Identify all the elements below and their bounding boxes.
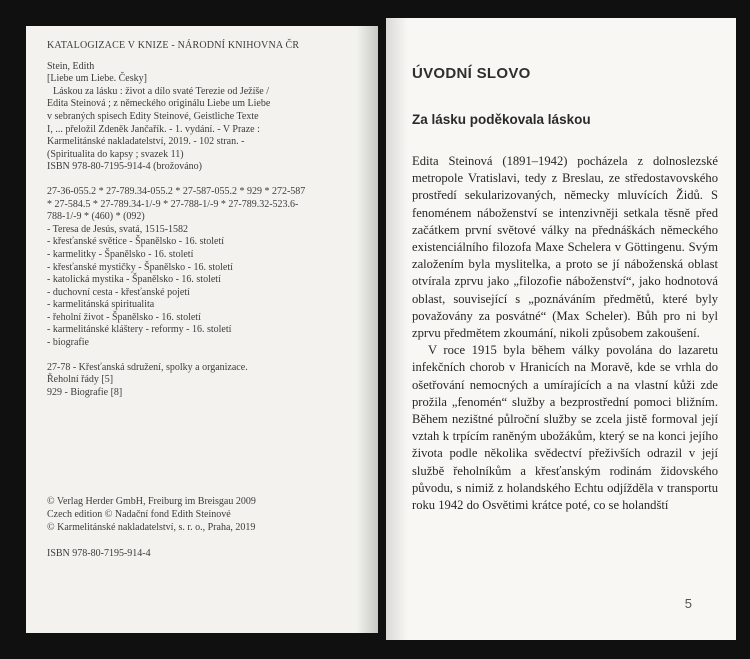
subject-headings xyxy=(47,186,337,350)
catalog-line: Karmelitánské nakladatelství, 2019. - 102 stran. - xyxy=(47,136,245,148)
subject-line: - biografie xyxy=(47,337,89,349)
catalog-line: ISBN 978-80-7195-914-4 (brožováno) xyxy=(47,161,202,173)
classification-line: 27-78 - Křesťanská sdružení, spolky a organizace. xyxy=(47,361,248,373)
subject-line: 27-36-055.2 * 27-789.34-055.2 * 27-587-055.2 * 929 * 272-587 xyxy=(47,185,306,197)
subject-line: 788-1/-9 * (460) * (092) xyxy=(47,211,145,223)
subject-line: - řeholní život - Španělsko - 16. století xyxy=(47,311,201,323)
introduction xyxy=(412,65,718,514)
subject-line: - karmelitánská spiritualita xyxy=(47,299,155,311)
body-text xyxy=(412,153,718,514)
subject-line: - karmelitánské kláštery - reformy - 16. století xyxy=(47,324,232,336)
catalog-entry xyxy=(47,61,337,174)
classification xyxy=(47,362,337,400)
chapter-subtitle: Za lásku poděkovala láskou xyxy=(412,112,591,127)
catalog-line: [Liebe um Liebe. Česky] xyxy=(47,73,147,85)
catalog-line: (Spiritualita do kapsy ; svazek 11) xyxy=(47,148,184,160)
isbn: ISBN 978-80-7195-914-4 xyxy=(47,548,151,559)
classification-line: Řeholní řády [5] xyxy=(47,374,114,386)
catalog-record xyxy=(47,40,337,399)
gutter-shadow xyxy=(386,18,408,640)
paragraph: Edita Steinová (1891–1942) pocházela z dolnoslezské metropole Vratislavi, tedy z Breslau, ze středostavovského prostředí sekularizovaných, německy mluvících Židů. S fenoménem náboženství se intenzivněji setkala těsně před začátkem první světové války na přednáškách německého existenciálního filozofa Maxe Schelera v Göttingenu. Svým založením byla myslitelka, a proto se jí náboženská oblast otvírala zprvu jako „filozofie náboženství“, jako hodnotová oblast, související s „poznáváním předmětů, které byly považovány za posvátné“ (Max Scheler). Bůh pro ni byl zprvu předmětem zkoumání, nikoli způsobem zakoušení. xyxy=(412,154,718,341)
catalog-heading: KATALOGIZACE V KNIZE - NÁRODNÍ KNIHOVNA ČR xyxy=(47,40,300,51)
copyright-line: © Verlag Herder GmbH, Freiburg im Breisgau 2009 xyxy=(47,496,256,507)
copyright-notice xyxy=(47,496,337,534)
section-title: ÚVODNÍ SLOVO xyxy=(412,65,531,82)
page-number: 5 xyxy=(684,596,692,611)
subject-line: - karmelitky - Španělsko - 16. století xyxy=(47,248,194,260)
subject-line: - duchovní cesta - křesťanské pojetí xyxy=(47,286,190,298)
gutter-shadow xyxy=(356,26,378,633)
classification-line: 929 - Biografie [8] xyxy=(47,386,123,398)
right-page xyxy=(386,18,736,640)
copyright-line: © Karmelitánské nakladatelství, s. r. o., Praha, 2019 xyxy=(47,521,256,533)
subject-line: - křesťanské mystičky - Španělsko - 16. století xyxy=(47,261,233,273)
subject-line: * 27-584.5 * 27-789.34-1/-9 * 27-788-1/-9 * 27-789.32-523.6- xyxy=(47,198,299,210)
subject-line: - katolická mystika - Španělsko - 16. století xyxy=(47,274,221,286)
catalog-line: v sebraných spisech Edity Steinové, Geistliche Texte xyxy=(47,110,259,122)
catalog-line: Edita Steinová ; z německého originálu Liebe um Liebe xyxy=(47,98,271,110)
catalog-line: I, ... přeložil Zdeněk Jančařík. - 1. vydání. - V Praze : xyxy=(47,123,260,135)
catalog-line: Stein, Edith xyxy=(47,60,95,72)
subject-line: - Teresa de Jesús, svatá, 1515-1582 xyxy=(47,223,189,235)
copyright-line: Czech edition © Nadační fond Edith Steinové xyxy=(47,508,231,520)
subject-line: - křesťanské světice - Španělsko - 16. století xyxy=(47,236,225,248)
paragraph: V roce 1915 byla během války povolána do lazaretu infekčních chorob v Hranicích na Moravě, kde se vrhla do ošetřování nemocných a umírajících a na vlastní kůži zde prožila „fenomén“ služby a bezprostřední pomoci bližním. Během nezištné půlroční služby se zcela jistě formoval její vztah k trpícím raněným ubožákům, který se na konci jejího života podle několika svědectví přeživších odrazil v její službě řeholníkům a křesťanským rodinám židovského původu, s nimiž z holandského Echtu odjížděla v transportu roku 1942 do Osvětimi krátce poté, co se holandští xyxy=(412,343,718,513)
catalog-line: Láskou za lásku : život a dílo svaté Terezie od Ježíše / xyxy=(53,85,269,97)
